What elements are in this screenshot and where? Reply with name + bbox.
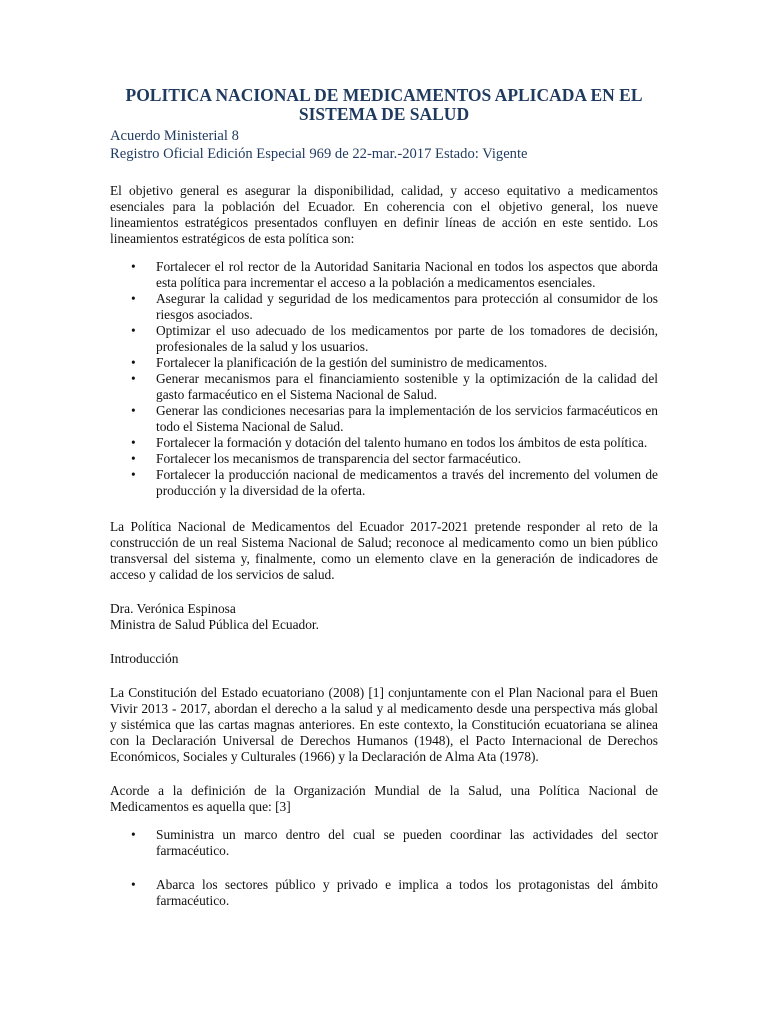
list-item: • Fortalecer la planificación de la gestión del suministro de medicamentos. xyxy=(131,355,548,370)
list-item: • Fortalecer la formación y dotación del talento humano en todos los ámbitos de esta política. xyxy=(131,435,648,450)
signatory-position: Ministra de Salud Pública del Ecuador. xyxy=(110,617,319,632)
list-item: • Asegurar la calidad y seguridad de los medicamentos para protección al consumidor de los riesgos asociados. xyxy=(131,291,658,322)
oms-paragraph: Acorde a la definición de la Organización Mundial de la Salud, una Política Nacional de Medicamentos es aquella que: [3] xyxy=(110,783,658,814)
bullet-icon: • xyxy=(131,371,136,386)
bullet-icon: • xyxy=(131,403,136,418)
bullet-icon: • xyxy=(131,355,136,370)
list-item: • Fortalecer el rol rector de la Autoridad Sanitaria Nacional en todos los aspectos que aborda esta política para incrementar el acceso a la población a medicamentos esenciales. xyxy=(131,259,658,290)
list-item: • Suministra un marco dentro del cual se pueden coordinar las actividades del sector farmacéutico. xyxy=(131,827,658,858)
list-item: • Generar las condiciones necesarias para la implementación de los servicios farmacéuticos en todo el Sistema Nacional de Salud. xyxy=(131,403,658,434)
list-item: • Optimizar el uso adecuado de los medicamentos por parte de los tomadores de decisión, profesionales de la salud y los usuarios. xyxy=(131,323,658,354)
list-item: • Abarca los sectores público y privado e implica a todos los protagonistas del ámbito farmacéutico. xyxy=(131,877,658,908)
guidelines-list xyxy=(110,259,658,499)
acuerdo-line: Acuerdo Ministerial 8 xyxy=(110,128,239,144)
bullet-icon: • xyxy=(131,827,136,842)
signature-block xyxy=(110,601,658,633)
bullet-icon: • xyxy=(131,323,136,338)
bullet-icon: • xyxy=(131,291,136,306)
bullet-icon: • xyxy=(131,259,136,274)
list-item: • Generar mecanismos para el financiamiento sostenible y la optimización de la calidad del gasto farmacéutico en el Sistema Nacional de Salud. xyxy=(131,371,658,402)
document-meta xyxy=(110,127,658,163)
list-item: • Fortalecer la producción nacional de medicamentos a través del incremento del volumen de producción y la diversidad de la oferta. xyxy=(131,467,658,498)
bullet-icon: • xyxy=(131,877,136,892)
constitution-paragraph: La Constitución del Estado ecuatoriano (2008) [1] conjuntamente con el Plan Nacional para el Buen Vivir 2013 - 2017, abordan el derecho a la salud y al medicamento desde una perspectiva más global y sistémica que las cartas magnas anteriores. En este contexto, la Constitución ecuatoriana se alinea con la Declaración Universal de Derechos Humanos (1948), el Pacto Internacional de Derechos Económicos, Sociales y Culturales (1966) y la Declaración de Alma Ata (1978). xyxy=(110,685,658,764)
policy-paragraph: La Política Nacional de Medicamentos del Ecuador 2017-2021 pretende responder al reto de la construcción de un real Sistema Nacional de Salud; reconoce al medicamento como un bien público transversal del sistema y, finalmente, como un elemento clave en la generación de indicadores de acceso y calidad de los servicios de salud. xyxy=(110,519,658,582)
oms-list xyxy=(110,827,658,909)
bullet-icon: • xyxy=(131,435,136,450)
document-title: POLITICA NACIONAL DE MEDICAMENTOS APLICADA EN EL SISTEMA DE SALUD xyxy=(125,85,643,124)
list-item: • Fortalecer los mecanismos de transparencia del sector farmacéutico. xyxy=(131,451,522,466)
section-heading-introduccion: Introducción xyxy=(110,651,179,666)
registro-line: Registro Oficial Edición Especial 969 de 22-mar.-2017 Estado: Vigente xyxy=(110,146,528,162)
objective-paragraph: El objetivo general es asegurar la disponibilidad, calidad, y acceso equitativo a medicamentos esenciales para la población del Ecuador. En coherencia con el objetivo general, los nueve lineamientos estratégicos presentados confluyen en definir líneas de acción en este sentido. Los lineamientos estratégicos de esta política son: xyxy=(110,183,658,246)
signatory-name: Dra. Verónica Espinosa xyxy=(110,601,236,616)
bullet-icon: • xyxy=(131,467,136,482)
bullet-icon: • xyxy=(131,451,136,466)
